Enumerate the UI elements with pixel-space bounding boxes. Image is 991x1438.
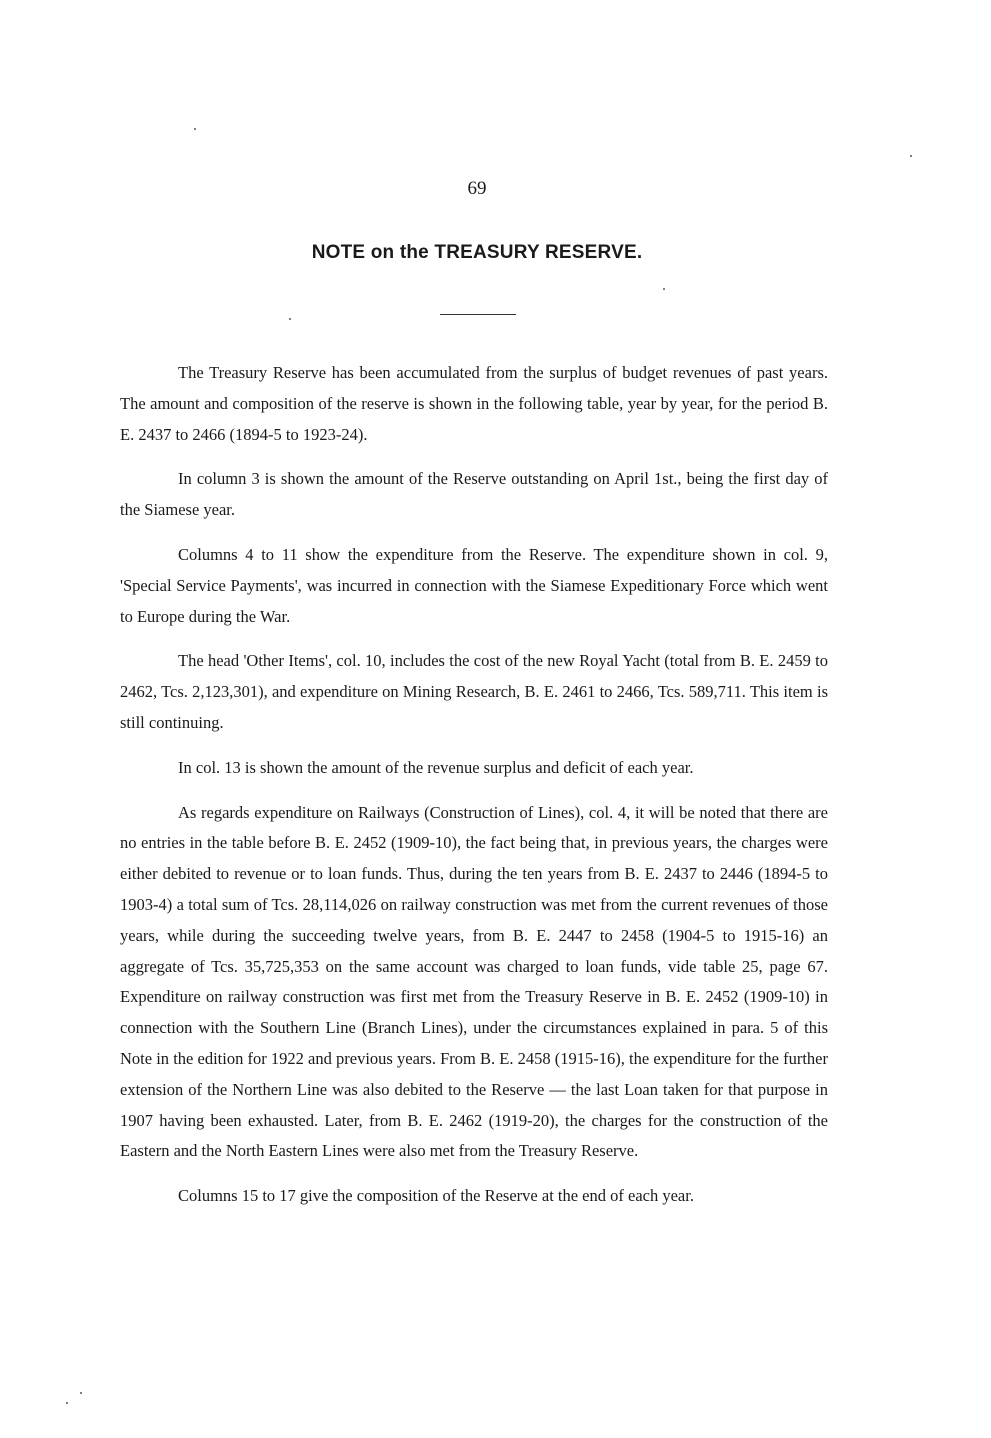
paragraph-railways: As regards expenditure on Railways (Construction of Lines), col. 4, it will be noted that there are no entries in the table before B. E. 2452 (1909-10), the fact being that, in previous years, the charges were either debited to revenue or to loan funds. Thus, during the ten years from B. E. 2437 to 2446 (1894-5 to 1903-4) a total sum of Tcs. 28,114,026 on railway construction was met from the current revenues of those years, while during the succeeding twelve years, from B. E. 2447 to 2458 (1904-5 to 1915-16) an aggregate of Tcs. 35,725,353 on the same account was charged to loan funds, vide table 25, page 67. Expenditure on railway construction was first met from the Treasury Reserve in B. E. 2452 (1909-10) in connection with the Southern Line (Branch Lines), under the circumstances explained in para. 5 of this Note in the edition for 1922 and previous years. From B. E. 2458 (1915-16), the expenditure for the further extension of the Northern Line was also debited to the Reserve — the last Loan taken for that purpose in 1907 having been exhausted. Later, from B. E. 2462 (1919-20), the charges for the construction of the Eastern and the North Eastern Lines were also met from the Treasury Reserve. — [120, 802, 828, 1161]
paragraph-column-13: In col. 13 is shown the amount of the revenue surplus and deficit of each year. — [178, 757, 694, 777]
title-divider — [440, 314, 516, 315]
scan-speck — [289, 318, 291, 320]
scan-speck — [194, 128, 196, 130]
page-title: NOTE on the TREASURY RESERVE. — [311, 242, 643, 263]
paragraph-other-items: The head 'Other Items', col. 10, includes the cost of the new Royal Yacht (total from B. E. 2459 to 2462, Tcs. 2,123,301), and expenditure on Mining Research, B. E. 2461 to 2466, Tcs. 589,711. This item is still continuing. — [120, 651, 828, 732]
scan-speck — [66, 1402, 68, 1404]
page-number: 69 — [467, 178, 487, 199]
paragraph-columns-4-11: Columns 4 to 11 show the expenditure from the Reserve. The expenditure shown in col. 9, 'Special Service Payments', was incurred in connection with the Siamese Expeditionary Force which went to Europe during the War. — [120, 544, 828, 626]
scan-speck — [663, 288, 665, 290]
scan-speck — [910, 155, 912, 157]
paragraph-column-3: In column 3 is shown the amount of the Reserve outstanding on April 1st., being the first day of the Siamese year. — [120, 469, 828, 520]
scan-speck — [80, 1392, 82, 1394]
paragraph-intro: The Treasury Reserve has been accumulated from the surplus of budget revenues of past years. The amount and composition of the reserve is shown in the following table, year by year, for the period B. E. 2437 to 2466 (1894-5 to 1923-24). — [120, 363, 828, 444]
paragraph-columns-15-17: Columns 15 to 17 give the composition of the Reserve at the end of each year. — [178, 1186, 694, 1206]
note-body — [120, 358, 828, 1226]
